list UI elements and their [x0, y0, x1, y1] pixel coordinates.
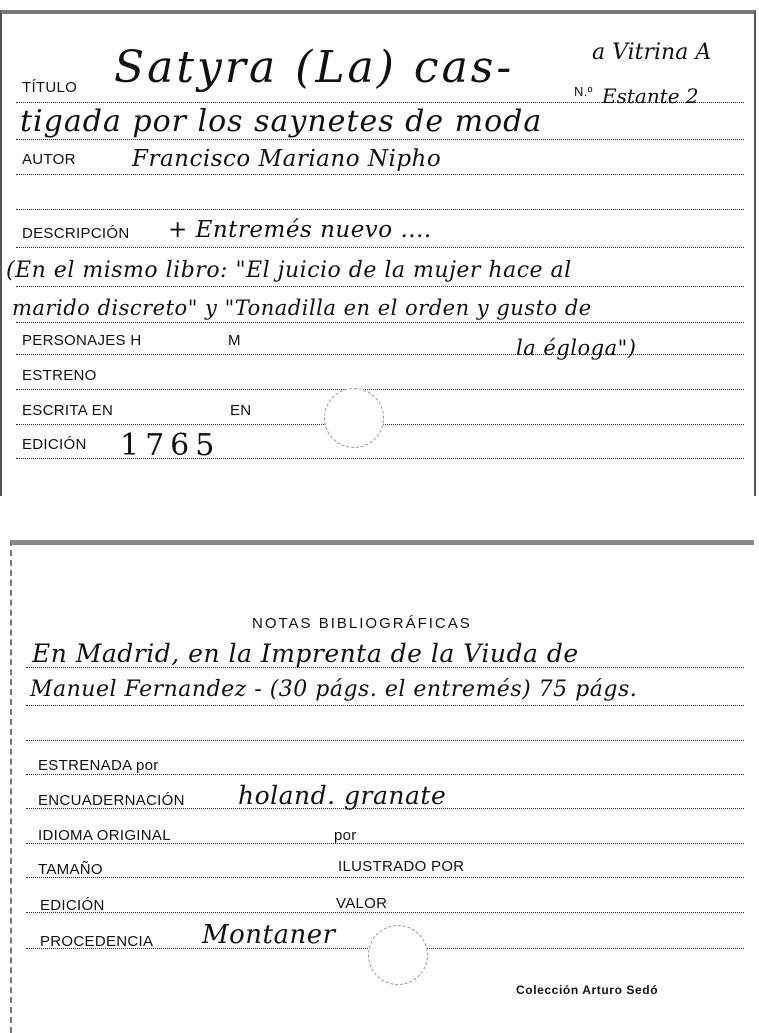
autor-label: AUTOR	[22, 151, 76, 168]
catalog-card-front	[0, 10, 756, 496]
title-cont-rule	[16, 139, 744, 140]
edicion-handwritten: 1765	[120, 428, 221, 463]
titulo-label: TÍTULO	[22, 79, 78, 96]
tamano-label: TAMAÑO	[38, 861, 103, 878]
personajes-h-label: PERSONAJES H	[22, 332, 142, 349]
title-handwritten-line2: tigada por los saynetes de moda	[20, 104, 543, 139]
procedencia-handwritten: Montaner	[202, 920, 336, 950]
descripcion-rule	[16, 247, 744, 248]
descripcion-handwritten: + Entremés nuevo ....	[168, 217, 432, 243]
notes-handwritten-line1: En Madrid, en la Imprenta de la Viuda de	[32, 639, 579, 668]
valor-label: VALOR	[336, 895, 388, 912]
number-label: N.º	[574, 84, 593, 99]
blank-rule	[16, 209, 744, 210]
blank-rule-back	[26, 740, 744, 741]
ilustrado-label: ILUSTRADO POR	[338, 858, 465, 875]
shelf-estante: Estante 2	[602, 84, 699, 108]
note-line-3: la égloga")	[516, 336, 637, 360]
estreno-label: ESTRENO	[22, 367, 97, 384]
punch-hole-back	[368, 925, 428, 985]
catalog-card-back	[10, 540, 754, 1033]
notes-rule-2	[26, 705, 744, 706]
collection-credit: Colección Arturo Sedó	[516, 983, 659, 997]
estrenada-rule	[26, 774, 744, 775]
note-line-1: (En el mismo libro: "El juicio de la mujer hace al	[6, 258, 572, 283]
escrita-en-label: ESCRITA EN	[22, 402, 114, 419]
encuadernacion-handwritten: holand. granate	[238, 781, 447, 810]
encuadernacion-label: ENCUADERNACIÓN	[38, 792, 185, 809]
estreno-rule	[16, 389, 744, 390]
autor-rule	[16, 174, 744, 175]
notas-heading: NOTAS BIBLIOGRÁFICAS	[252, 615, 472, 632]
tamano-rule	[26, 877, 744, 878]
edicion-rule-back	[26, 912, 744, 913]
en-label: EN	[230, 402, 252, 419]
autor-handwritten: Francisco Mariano Nipho	[132, 146, 442, 172]
edicion-label-back: EDICIÓN	[40, 897, 105, 914]
personajes-m-label: M	[228, 332, 241, 349]
note-rule-1	[16, 286, 744, 287]
idioma-label: IDIOMA ORIGINAL	[38, 827, 171, 844]
note-rule-2	[16, 322, 744, 323]
estrenada-label: ESTRENADA por	[38, 757, 159, 774]
procedencia-label: PROCEDENCIA	[40, 933, 154, 950]
shelf-vitrina: a Vitrina A	[592, 40, 712, 65]
title-handwritten-line1: Satyra (La) cas-	[114, 42, 515, 93]
edicion-label: EDICIÓN	[22, 436, 87, 453]
note-line-2: marido discreto" y "Tonadilla en el orden y gusto de	[12, 296, 592, 320]
punch-hole	[324, 388, 384, 448]
por-label: por	[334, 827, 357, 844]
notes-handwritten-line2: Manuel Fernandez - (30 págs. el entremés) 75 págs.	[30, 677, 638, 702]
descripcion-label: DESCRIPCIÓN	[22, 225, 130, 242]
